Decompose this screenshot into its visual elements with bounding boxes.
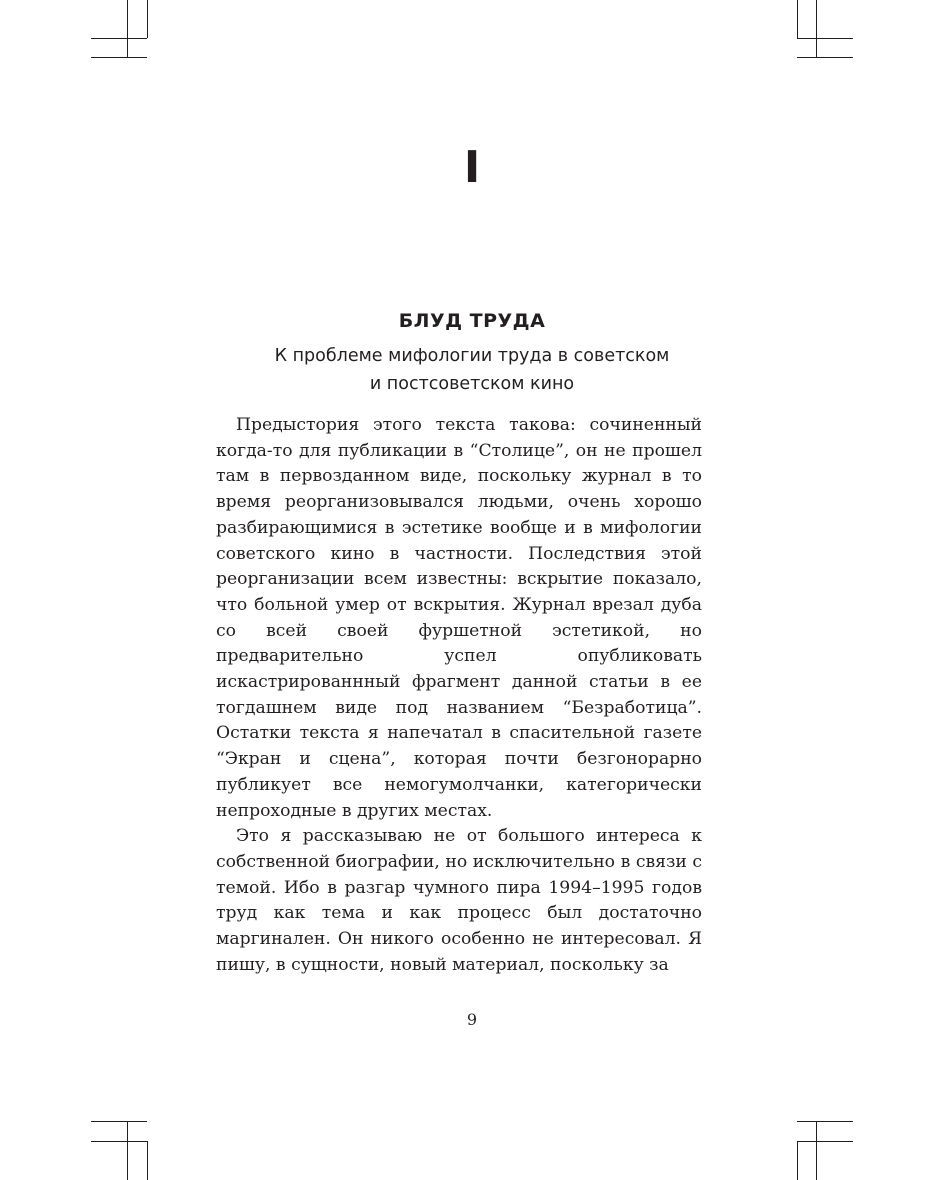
page-number: 9	[466, 1010, 478, 1029]
article-subtitle-line: К проблеме мифологии труда в советском	[274, 346, 670, 366]
crop-mark	[797, 1141, 853, 1142]
article-subtitle-line: и постсоветском кино	[369, 374, 575, 394]
crop-mark	[797, 1141, 798, 1180]
crop-mark	[91, 57, 147, 58]
crop-mark	[127, 0, 128, 57]
crop-mark	[91, 38, 147, 39]
crop-mark	[816, 1121, 817, 1180]
paragraph: Это я рассказываю не от большого интереса к собственной биографии, но исключительно в связи с темой. Ибо в разгар чумного пира 1994–1995 годов труд как тема и как процесс был достаточно маргинален. Он никого особенно не интересовал. Я пишу, в сущности, новый материал, поскольку за	[216, 826, 702, 975]
article-subtitle	[0, 342, 944, 398]
article-title: БЛУД ТРУДА	[398, 310, 546, 332]
crop-mark	[797, 1121, 853, 1122]
paragraph: Предыстория этого текста такова: сочиненный когда-то для публикации в “Столице”, он не прошел там в первозданном виде, поскольку журнал в то время реорганизовывался людьми, очень хорошо разбирающимися в эстетике вообще и в мифологии советского кино в частности. Последствия этой реорганизации всем известны: вскрытие показало, что больной умер от вскрытия. Журнал врезал дуба со всей своей фуршетной эстетикой, но предварительно успел опубликовать искастрированнный фрагмент данной статьи в ее тогдашнем виде под названием “Безработица”. Остатки текста я напечатал в спасительной газете “Экран и сцена”, которая почти безгонорарно публикует все немогумолчанки, категорически непроходные в других местах.	[216, 415, 702, 821]
crop-mark	[797, 0, 798, 38]
crop-mark	[797, 57, 853, 58]
crop-mark	[147, 1141, 148, 1180]
crop-mark	[147, 0, 148, 38]
crop-mark	[91, 1141, 147, 1142]
crop-mark	[797, 38, 853, 39]
crop-mark	[816, 0, 817, 57]
chapter-numeral: I	[463, 142, 481, 193]
body-text	[216, 413, 702, 978]
crop-mark	[127, 1121, 128, 1180]
crop-mark	[91, 1121, 147, 1122]
